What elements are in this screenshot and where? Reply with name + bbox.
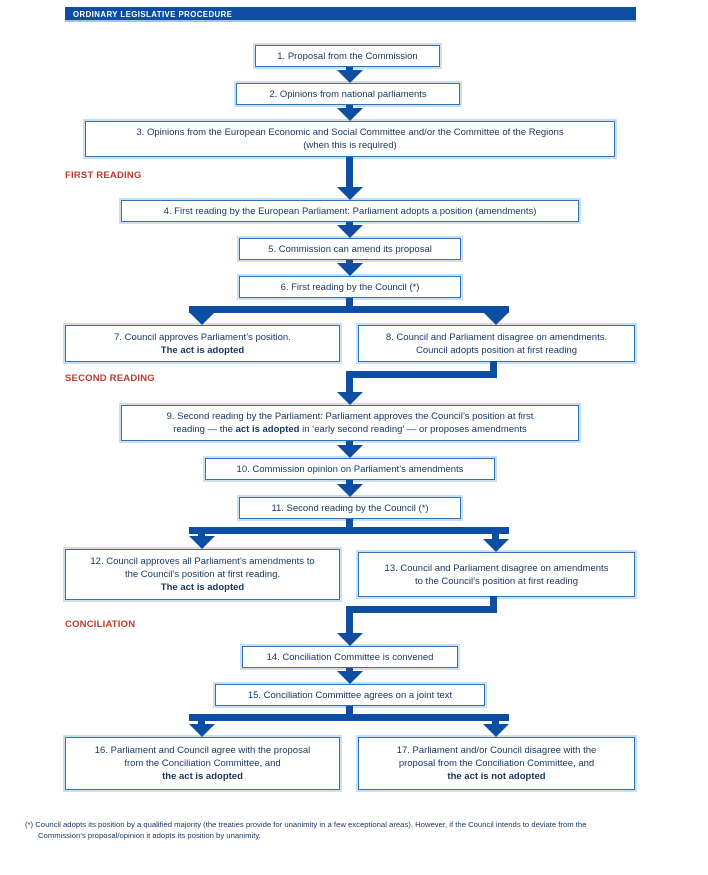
arrow-3-4-stem: [346, 157, 353, 189]
step-box-7-council-approves: 7. Council approves Parliament’s position. The act is adopted: [65, 325, 340, 362]
split-11-left-head-icon: [189, 536, 215, 549]
arrow-10-11-head-icon: [337, 484, 363, 497]
step-box-17-disagree-not-adopted: 17. Parliament and/or Council disagree with the proposal from the Conciliation Committee, and the act is not adopted: [358, 737, 635, 790]
arrow-1-2-head-icon: [337, 70, 363, 83]
step-box-13-disagree-amendments: 13. Council and Parliament disagree on amendments to the Council’s position at first reading: [358, 552, 635, 597]
split-15-bar: [189, 714, 509, 721]
step-box-3-opinions-committees: 3. Opinions from the European Economic and Social Committee and/or the Committee of the Regions (when this is required): [85, 121, 615, 157]
split-11-bar: [189, 527, 509, 534]
section-label-first-reading: FIRST READING: [65, 170, 142, 181]
elbow-8-9-head-icon: [337, 392, 363, 405]
step-box-5-commission-amend: 5. Commission can amend its proposal: [239, 238, 461, 260]
step-box-12-council-approves-all: 12. Council approves all Parliament’s amendments to the Council’s position at first reading. The act is adopted: [65, 549, 340, 600]
arrow-9-10-head-icon: [337, 445, 363, 458]
step-box-11-second-reading-council: 11. Second reading by the Council (*): [239, 497, 461, 519]
elbow-8-9-bar: [346, 371, 497, 378]
step-box-15-joint-text: 15. Conciliation Committee agrees on a joint text: [215, 684, 485, 706]
step-box-2-opinions-national: 2. Opinions from national parliaments: [236, 83, 460, 105]
elbow-13-14-stem: [346, 612, 353, 635]
footnote-line-1: (*) Council adopts its position by a qualified majority (the treaties provide for unanimity in a few exceptional areas). However, if the Council intends to deviate from the: [25, 820, 587, 829]
split-15-left-head-icon: [189, 724, 215, 737]
step-box-8-council-disagrees: 8. Council and Parliament disagree on amendments. Council adopts position at first reading: [358, 325, 635, 362]
arrow-4-5-head-icon: [337, 225, 363, 238]
split-11-right-head-icon: [483, 539, 509, 552]
split-6-right-head-icon: [483, 312, 509, 325]
split-15-right-head-icon: [483, 724, 509, 737]
step-box-9-second-reading-parliament: 9. Second reading by the Parliament: Parliament approves the Council’s position at first reading — the act is adopted in ‘early second reading’ — or proposes amendments: [121, 405, 579, 441]
header-title: ORDINARY LEGISLATIVE PROCEDURE: [73, 10, 233, 19]
elbow-13-14-bar: [346, 606, 497, 613]
section-label-second-reading: SECOND READING: [65, 373, 155, 384]
arrow-5-6-head-icon: [337, 263, 363, 276]
step-box-1-proposal-commission: 1. Proposal from the Commission: [255, 45, 440, 67]
split-6-left-head-icon: [189, 312, 215, 325]
step-box-16-agree-adopted: 16. Parliament and Council agree with the proposal from the Conciliation Committee, and the act is adopted: [65, 737, 340, 790]
arrow-3-4-head-icon: [337, 187, 363, 200]
step-box-4-first-reading-parliament: 4. First reading by the European Parliament: Parliament adopts a position (amendments): [121, 200, 579, 222]
step-box-14-conciliation-convened: 14. Conciliation Committee is convened: [242, 646, 458, 668]
arrow-2-3-head-icon: [337, 108, 363, 121]
step-box-10-commission-opinion: 10. Commission opinion on Parliament’s amendments: [205, 458, 495, 480]
header-bar: [65, 7, 636, 22]
arrow-14-15-head-icon: [337, 671, 363, 684]
elbow-13-14-head-icon: [337, 633, 363, 646]
footnote: [25, 820, 701, 841]
split-6-bar: [189, 306, 509, 313]
step-box-6-first-reading-council: 6. First reading by the Council (*): [239, 276, 461, 298]
section-label-conciliation: CONCILIATION: [65, 619, 136, 630]
footnote-line-2: Commission’s proposal/opinion it adopts its position by unanimity.: [38, 830, 261, 840]
